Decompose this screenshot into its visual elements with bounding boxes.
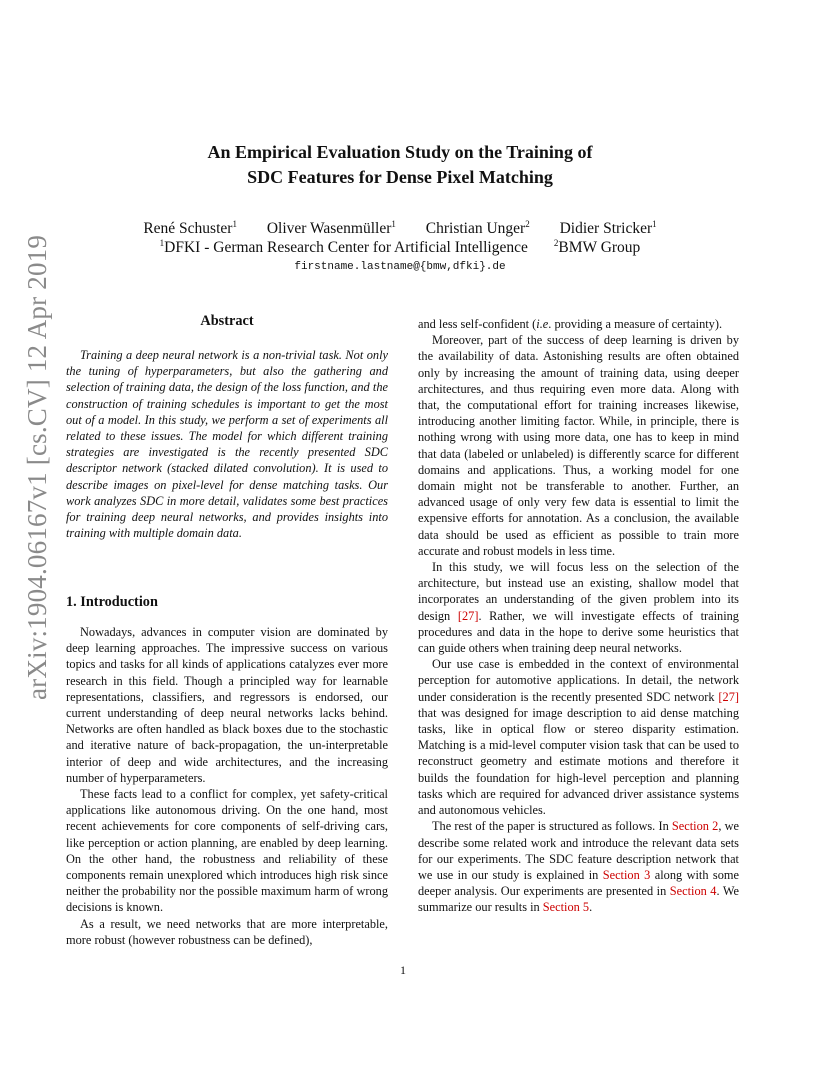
paragraph: and less self-confident (i.e. providing a measure of certainty). [418, 317, 723, 331]
section-link[interactable]: Section 2 [671, 819, 719, 834]
paragraph: As a result, we need networks that are more interpretable, more robust (however robustness can be defined), [66, 916, 388, 947]
author: Oliver Wasenmüller$^1$ [266, 218, 396, 237]
paragraph: In this study, we will focus less on the selection of the architecture, but instead use an existing, shallow model that incorporates an understanding of the given problem into its design [27]. Rather, we will investigate effects of training procedures and data in the hope to derive some heuristics that can guide others when training deep neural networks. [418, 560, 739, 656]
affiliation-bmw: BMW Group [558, 239, 641, 256]
abstract-body [66, 347, 388, 541]
page-number: 1 [400, 963, 406, 977]
citation-link[interactable]: [27] [457, 608, 479, 623]
author: René Schuster$^1$ [143, 218, 237, 237]
arxiv-sidebar-stamp [16, 234, 56, 706]
abstract-heading: Abstract [200, 313, 254, 329]
section-heading-introduction: 1. Introduction [66, 594, 158, 610]
affiliation-dfki: DFKI - German Research Center for Artificial Intelligence [164, 239, 528, 256]
author: Didier Stricker$^1$ [559, 218, 657, 237]
author: Christian Unger$^2$ [425, 218, 530, 237]
author-list [90, 219, 710, 238]
arxiv-identifier: arXiv:1904.06167v1 [cs.CV] 12 Apr 2019 [22, 234, 52, 700]
paragraph: Our use case is embedded in the context of environmental perception for automotive applications. In detail, the network under consideration is the recently presented SDC network [27] that was designed for image description to aid dense matching tasks, like in optical flow or stereo disparity estimation. Matching is a mid-level computer vision task that can be used to reconstruct geometry and estimate motions and therefore it builds the foundation for high-level perception and planning tasks which are required for advanced driver assistance systems and autonomous vehicles. [418, 657, 739, 818]
paragraph: The rest of the paper is structured as follows. In Section 2, we describe some related work and introduce the relevant data sets for our experiments. The SDC feature description network that we use in our study is explained in Section 3 along with some deeper analysis. Our experiments are presented in Section 4. We summarize our results in Section 5. [418, 819, 739, 915]
affiliations: $^1$DFKI - German Research Center for Artificial Intelligence $^2$BMW Group [159, 237, 641, 256]
abstract-paragraph: Training a deep neural network is a non-trivial task. Not only the tuning of hyperparameters, but also the gathering and selection of training data, the design of the loss function, and the construction of training schedules is important to get the most out of a model. In this study, we perform a set of experiments all related to these issues. The model for which different training strategies are investigated is the recently presented SDC descriptor network (stacked dilated convolution). It is used to describe images on pixel-level for dense matching tasks. Our work analyzes SDC in more detail, validates some best practices for training deep neural networks, and provides insights into training with multiple domain data. [66, 348, 388, 541]
paragraph: Moreover, part of the success of deep learning is driven by the availability of data. Astonishing results are often obtained only by increasing the amount of training data, using deeper architectures, and thus requiring even more data. Along with that, the computational effort for training increases likewise, introducing another limiting factor. While, in principle, there is nothing wrong with using more data, one has to keep in mind that data (labeled or unlabeled) is differently scarce for different domains and applications. Thus, a working model for one domain might not be transferable to another. Further, an advanced usage of only very few data is essential to limit the expensive efforts for annotation. As a conclusion, the available data should be used as efficient as possible to train more accurate and robust models in less time. [418, 333, 739, 558]
introduction-right-column [418, 316, 739, 916]
introduction-left-column [66, 624, 388, 948]
paragraph: Nowadays, advances in computer vision are dominated by deep learning approaches. The impressive success on various topics and tasks for all kinds of applications catalyzes ever more research in this field. Though a principled way for learnable representations, classifiers, and regressors is endorsed, our current understanding of deep neural networks lacks behind. Networks are often handled as black boxes due to the stochastic and iterative nature of back-propagation, the un-interpretable interior of deep and wide architectures, and the increasing number of hyperparameters. [66, 625, 388, 785]
section-link[interactable]: Section 5 [542, 900, 590, 915]
section-link[interactable]: Section 4 [669, 884, 717, 899]
title-line-1: An Empirical Evaluation Study on the Training of [207, 142, 593, 162]
section-link[interactable]: Section 3 [602, 867, 651, 882]
author-email: firstname.lastname@{bmw,dfki}.de [294, 261, 506, 273]
title-line-2: SDC Features for Dense Pixel Matching [247, 167, 553, 187]
paper-title [130, 140, 670, 190]
citation-link[interactable]: [27] [718, 689, 739, 704]
paragraph: These facts lead to a conflict for complex, yet safety-critical applications like autonomous driving. On the one hand, most recent achievements for core components of self-driving cars, like perception or action planning, are enabled by deep learning. On the other hand, the robustness and reliability of these components remain unexplored which introduces high risk since neither the probability nor the possible maximum harm of wrong decisions is known. [66, 787, 388, 915]
